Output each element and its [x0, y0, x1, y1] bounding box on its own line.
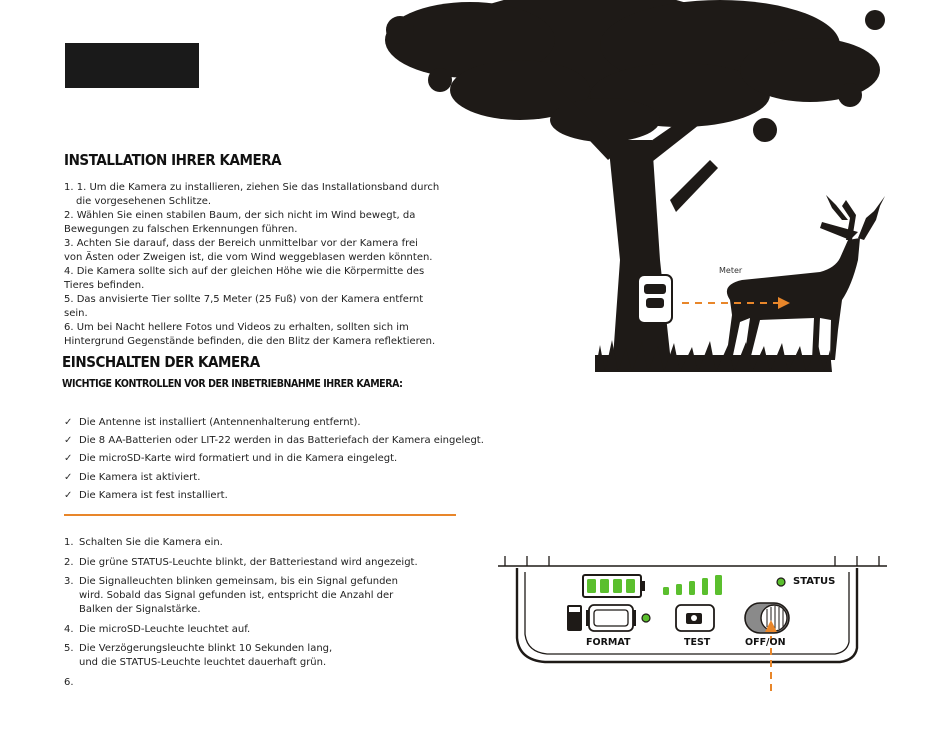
step-item	[64, 575, 444, 617]
step-text: Die grüne STATUS-Leuchte blinkt, der Batteriestand wird angezeigt.	[79, 556, 418, 568]
test-label: TEST	[684, 637, 711, 648]
battery-indicator-icon	[583, 575, 645, 597]
install-line: Hintergrund Gegenstände befinden, die den Blitz der Kamera reflektieren.	[64, 336, 436, 347]
status-label: STATUS	[793, 576, 836, 587]
format-label: FORMAT	[586, 637, 631, 648]
step-text: Balken der Signalstärke.	[79, 604, 201, 615]
step-item	[64, 623, 444, 637]
switch-on-steps	[64, 536, 444, 695]
step-item	[64, 676, 444, 690]
microsd-icon	[567, 605, 582, 631]
format-button-icon	[586, 605, 636, 631]
step-text: Schalten Sie die Kamera ein.	[79, 537, 223, 548]
install-line: sein.	[64, 308, 88, 319]
install-line: die vorgesehenen Schlitze.	[76, 196, 212, 207]
delay-led-icon	[642, 614, 650, 622]
checklist	[64, 414, 484, 505]
section-divider	[64, 514, 456, 516]
test-button-icon	[676, 605, 714, 631]
check-icon: ✓	[64, 489, 73, 501]
step-number: 2.	[64, 556, 74, 568]
step-text: Die microSD-Leuchte leuchtet auf.	[79, 623, 251, 635]
step-number: 1.	[64, 537, 74, 548]
header-block	[65, 43, 199, 88]
checklist-item: ✓ Die 8 AA-Batterien oder LIT-22 werden in das Batteriefach der Kamera eingelegt.	[64, 432, 484, 450]
install-line: 3. Achten Sie darauf, dass der Bereich unmittelbar vor der Kamera frei	[64, 238, 418, 249]
step-item	[64, 642, 444, 670]
tree-deer-illustration	[380, 0, 900, 380]
step-text: Die Signalleuchten blinken gemeinsam, bis ein Signal gefunden	[79, 576, 398, 587]
controls-subheading: WICHTIGE KONTROLLEN VOR DER INBETRIEBNAHME IHRER KAMERA:	[62, 377, 403, 390]
step-item	[64, 536, 444, 550]
onoff-label: OFF/ON	[745, 637, 786, 648]
step-number: 4.	[64, 623, 74, 635]
check-icon: ✓	[64, 471, 73, 483]
install-line: 5. Das anvisierte Tier sollte 7,5 Meter (25 Fuß) von der Kamera entfernt	[64, 294, 424, 305]
step-number: 5.	[64, 643, 74, 654]
step-text: wird. Sobald das Signal gefunden ist, entspricht die Anzahl der	[79, 590, 394, 601]
checklist-item: ✓ Die microSD-Karte wird formatiert und in die Kamera eingelegt.	[64, 450, 484, 468]
install-line: Tieres befinden.	[64, 280, 145, 291]
checklist-item: ✓ Die Kamera ist fest installiert.	[64, 487, 484, 505]
installation-heading: INSTALLATION IHRER KAMERA	[64, 151, 282, 169]
step-number: 6.	[64, 676, 74, 688]
distance-label: Meter	[719, 266, 743, 275]
deer-icon	[726, 195, 885, 360]
install-line: 6. Um bei Nacht hellere Fotos und Videos zu erhalten, sollten sich im	[64, 322, 409, 333]
install-line: 4. Die Kamera sollte sich auf der gleichen Höhe wie die Körpermitte des	[64, 266, 425, 277]
install-line: 2. Wählen Sie einen stabilen Baum, der sich nicht im Wind bewegt, da	[64, 210, 416, 221]
control-panel-illustration	[495, 548, 895, 698]
checklist-item: ✓ Die Kamera ist aktiviert.	[64, 469, 484, 487]
install-line: Bewegungen zu falschen Erkennungen führen.	[64, 224, 298, 235]
checklist-item: ✓ Die Antenne ist installiert (Antennenhalterung entfernt).	[64, 414, 484, 432]
install-line: 1. 1. Um die Kamera zu installieren, ziehen Sie das Installationsband durch	[64, 182, 440, 193]
install-line: von Ästen oder Zweigen ist, die vom Wind weggeblasen werden könnten.	[64, 252, 433, 263]
step-text: Die Verzögerungsleuchte blinkt 10 Sekunden lang,	[79, 643, 333, 654]
step-text: und die STATUS-Leuchte leuchtet dauerhaft grün.	[79, 657, 327, 668]
switch-on-heading: EINSCHALTEN DER KAMERA	[62, 353, 260, 371]
check-icon: ✓	[64, 417, 73, 428]
check-icon: ✓	[64, 435, 73, 447]
check-icon: ✓	[64, 453, 73, 465]
signal-strength-icon	[663, 575, 722, 595]
step-item	[64, 556, 444, 570]
status-led-icon	[777, 578, 785, 586]
step-number: 3.	[64, 576, 74, 587]
